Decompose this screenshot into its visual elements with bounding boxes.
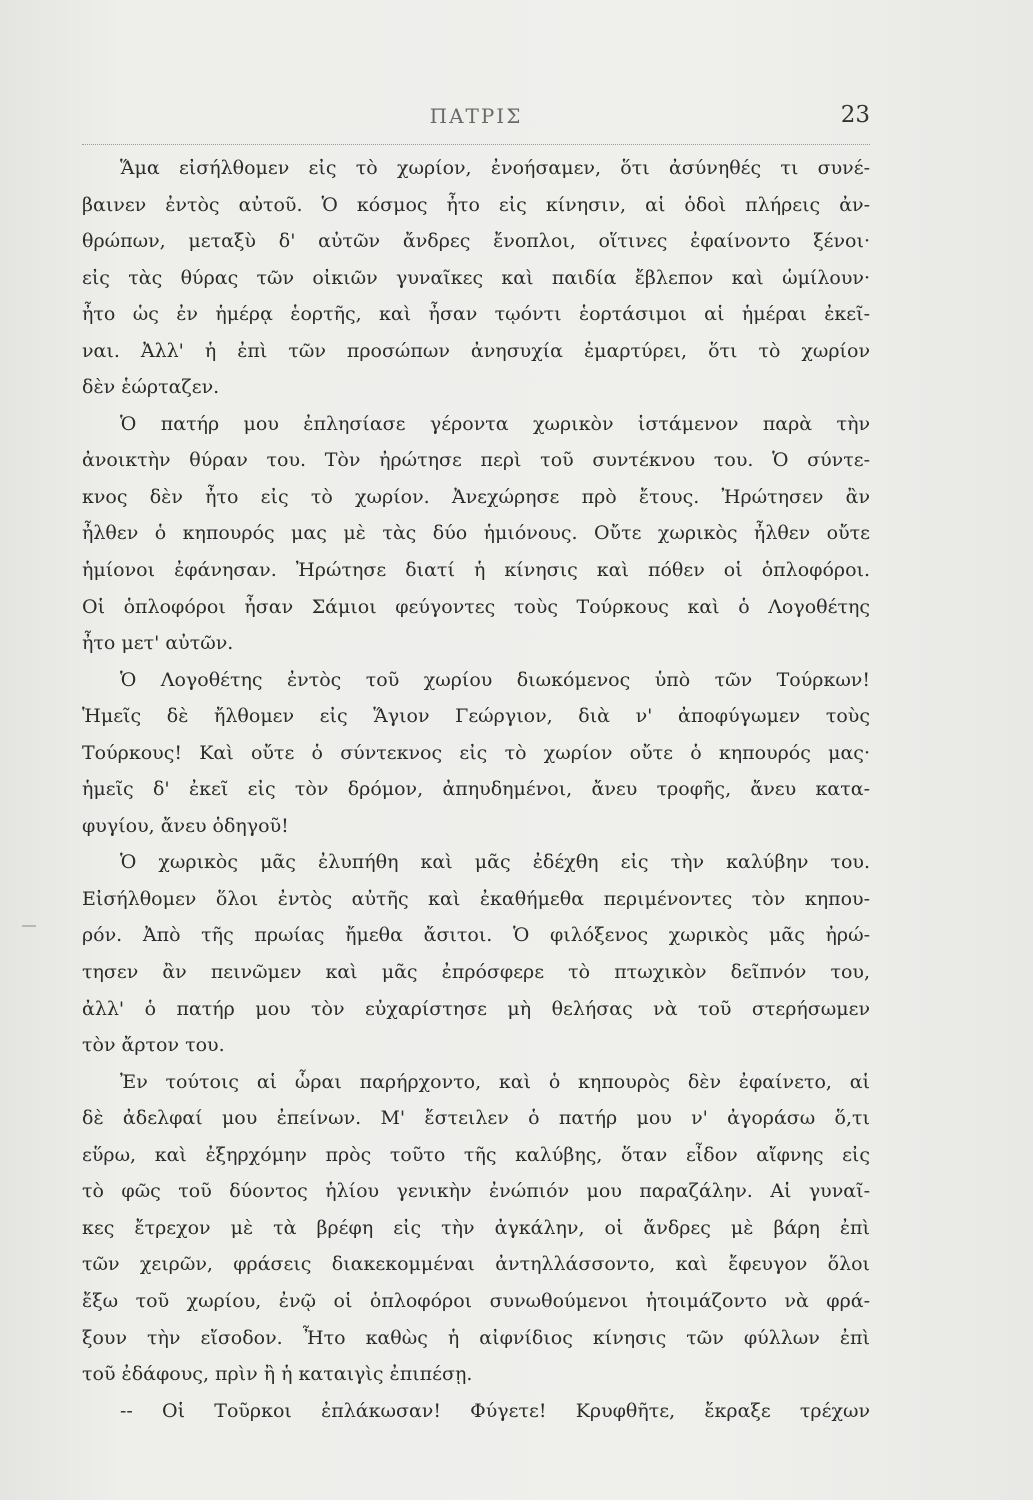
margin-smudge: [22, 925, 36, 927]
text-line: Ἐν τούτοις αἱ ὧραι παρήρχοντο, καὶ ὁ κηπουρὸς δὲν ἐφαίνετο, αἱ: [120, 1070, 870, 1093]
text-line: Οἱ ὁπλοφόροι ἦσαν Σάμιοι φεύγοντες τοὺς Τούρκους καὶ ὁ Λογοθέτης: [82, 595, 870, 618]
text-line: κνος δὲν ἦτο εἰς τὸ χωρίον. Ἀνεχώρησε πρὸ ἔτους. Ἠρώτησεν ἂν: [82, 485, 870, 508]
text-line: ἡμεῖς δ' ἐκεῖ εἰς τὸν δρόμον, ἀπηυδημένοι, ἄνευ τροφῆς, ἄνευ κατα-: [82, 778, 870, 801]
text-line: τὸν ἄρτον του.: [82, 1034, 225, 1057]
text-line: Εἰσήλθομεν ὅλοι ἐντὸς αὐτῆς καὶ ἐκαθήμεθα περιμένοντες τὸν κηπου-: [82, 887, 870, 910]
page-number: 23: [840, 102, 870, 128]
text-line: φυγίου, ἄνευ ὁδηγοῦ!: [82, 814, 289, 837]
text-line: ἦτο μετ' αὐτῶν.: [82, 632, 234, 655]
text-line: ἡμίονοι ἐφάνησαν. Ἠρώτησε διατί ἡ κίνησις καὶ πόθεν οἱ ὁπλοφόροι.: [82, 559, 870, 582]
text-line: ἀλλ' ὁ πατήρ μου τὸν εὐχαρίστησε μὴ θελήσας νὰ τοῦ στερήσωμεν: [82, 997, 870, 1020]
text-line: ἦλθεν ὁ κηπουρός μας μὲ τὰς δύο ἡμιόνους. Οὔτε χωρικὸς ἦλθεν οὔτε: [82, 522, 870, 545]
text-line: ἔξω τοῦ χωρίου, ἐνῷ οἱ ὁπλοφόροι συνωθούμενοι ἡτοιμάζοντο νὰ φρά-: [82, 1289, 870, 1312]
text-line: ναι. Ἀλλ' ἡ ἐπὶ τῶν προσώπων ἀνησυχία ἐμαρτύρει, ὅτι τὸ χωρίον: [82, 339, 870, 362]
text-line: ἦτο ὡς ἐν ἡμέρᾳ ἑορτῆς, καὶ ἦσαν τῳόντι ἑορτάσιμοι αἱ ἡμέραι ἐκεῖ-: [82, 303, 870, 326]
running-title: ΠΑΤΡΙΣ: [429, 104, 523, 128]
text-line: τῶν χειρῶν, φράσεις διακεκομμέναι ἀντηλλάσσοντο, καὶ ἔφευγον ὅλοι: [82, 1253, 870, 1276]
text-line: τοῦ ἐδάφους, πρὶν ἢ ἡ καταιγὶς ἐπιπέσῃ.: [82, 1363, 473, 1386]
text-line: τησεν ἂν πεινῶμεν καὶ μᾶς ἐπρόσφερε τὸ πτωχικὸν δεῖπνόν του,: [82, 961, 870, 984]
text-line: τὸ φῶς τοῦ δύοντος ἡλίου γενικὴν ἐνώπιόν μου παραζάλην. Αἱ γυναῖ-: [82, 1180, 870, 1203]
text-line: ρόν. Ἀπὸ τῆς πρωίας ἤμεθα ἄσιτοι. Ὁ φιλόξενος χωρικὸς μᾶς ἠρώ-: [82, 924, 870, 947]
text-line: Ὁ Λογοθέτης ἐντὸς τοῦ χωρίου διωκόμενος ὑπὸ τῶν Τούρκων!: [120, 668, 870, 691]
text-line: Ὁ πατήρ μου ἐπλησίασε γέροντα χωρικὸν ἱστάμενον παρὰ τὴν: [120, 412, 870, 435]
text-line: ἀνοικτὴν θύραν του. Τὸν ἠρώτησε περὶ τοῦ συντέκνου του. Ὁ σύντε-: [82, 449, 870, 472]
text-line: κες ἔτρεχον μὲ τὰ βρέφη εἰς τὴν ἀγκάλην, οἱ ἄνδρες μὲ βάρη ἐπὶ: [82, 1216, 870, 1239]
page-header: [82, 100, 870, 145]
text-line: εὕρω, καὶ ἐξηρχόμην πρὸς τοῦτο τῆς καλύβης, ὅταν εἶδον αἴφνης εἰς: [82, 1143, 870, 1166]
text-line: δὲ ἀδελφαί μου ἐπείνων. Μ' ἔστειλεν ὁ πατήρ μου ν' ἀγοράσω ὅ,τι: [82, 1107, 870, 1130]
body-text: [82, 150, 870, 1429]
text-line: -- Οἱ Τοῦρκοι ἐπλάκωσαν! Φύγετε! Κρυφθῆτε, ἔκραξε τρέχων: [120, 1399, 870, 1422]
text-line: Τούρκους! Καὶ οὔτε ὁ σύντεκνος εἰς τὸ χωρίον οὔτε ὁ κηπουρός μας·: [82, 741, 870, 764]
text-line: δὲν ἑώρταζεν.: [82, 376, 220, 399]
text-line: θρώπων, μεταξὺ δ' αὐτῶν ἄνδρες ἔνοπλοι, οἵτινες ἐφαίνοντο ξένοι·: [82, 230, 870, 253]
text-line: Ἡμεῖς δὲ ἤλθομεν εἰς Ἅγιον Γεώργιον, διὰ ν' ἀποφύγωμεν τοὺς: [82, 705, 870, 728]
text-line: ξουν τὴν εἴσοδον. Ἦτο καθὼς ἡ αἰφνίδιος κίνησις τῶν φύλλων ἐπὶ: [82, 1326, 870, 1349]
text-line: Ὁ χωρικὸς μᾶς ἐλυπήθη καὶ μᾶς ἐδέχθη εἰς τὴν καλύβην του.: [120, 851, 870, 874]
text-line: εἰς τὰς θύρας τῶν οἰκιῶν γυναῖκες καὶ παιδία ἔβλεπον καὶ ὡμίλουν·: [82, 266, 870, 289]
text-line: Ἅμα εἰσήλθομεν εἰς τὸ χωρίον, ἐνοήσαμεν, ὅτι ἀσύνηθές τι συνέ-: [120, 157, 870, 179]
text-line: βαινεν ἐντὸς αὐτοῦ. Ὁ κόσμος ἦτο εἰς κίνησιν, αἱ ὁδοὶ πλήρεις ἀν-: [82, 193, 870, 216]
